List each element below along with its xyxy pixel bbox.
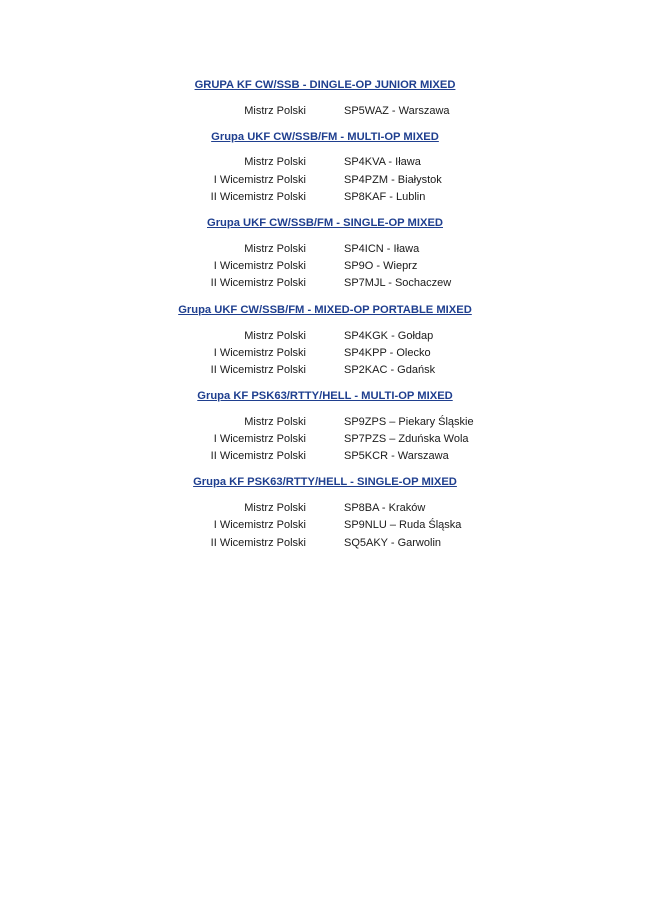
winner-label: SP5KCR - Warszawa: [344, 450, 449, 462]
winner-label: SP4KVA - Iława: [344, 156, 421, 168]
result-row: [0, 433, 650, 449]
winner-label: SP4KGK - Gołdap: [344, 330, 434, 342]
section-title-kf-cw-ssb-junior: GRUPA KF CW/SSB - DINGLE-OP JUNIOR MIXED: [194, 79, 456, 91]
rank-label: II Wicemistrz Polski: [210, 364, 306, 376]
rank-label: Mistrz Polski: [244, 243, 306, 255]
result-row: [0, 347, 650, 363]
rank-label: Mistrz Polski: [244, 330, 306, 342]
result-row: [0, 450, 650, 466]
rank-label: Mistrz Polski: [244, 502, 306, 514]
rank-label: I Wicemistrz Polski: [213, 260, 306, 272]
rank-label: I Wicemistrz Polski: [213, 174, 306, 186]
winner-label: SP4PZM - Białystok: [344, 174, 442, 186]
rank-label: II Wicemistrz Polski: [210, 537, 306, 549]
result-row: [0, 105, 650, 121]
rank-label: Mistrz Polski: [244, 105, 306, 117]
result-row: [0, 277, 650, 293]
rank-label: I Wicemistrz Polski: [213, 347, 306, 359]
rank-label: Mistrz Polski: [244, 156, 306, 168]
rank-label: II Wicemistrz Polski: [210, 277, 306, 289]
winner-label: SQ5AKY - Garwolin: [344, 537, 442, 549]
result-row: [0, 537, 650, 553]
result-row: [0, 156, 650, 172]
result-row: [0, 191, 650, 207]
section-title-kf-digi-single-op: Grupa KF PSK63/RTTY/HELL - SINGLE-OP MIXED: [193, 476, 457, 488]
rank-label: I Wicemistrz Polski: [213, 519, 306, 531]
result-row: [0, 502, 650, 518]
result-row: [0, 416, 650, 432]
rank-label: II Wicemistrz Polski: [210, 450, 306, 462]
result-row: [0, 519, 650, 535]
winner-label: SP8KAF - Lublin: [344, 191, 426, 203]
winner-label: SP4KPP - Olecko: [344, 347, 431, 359]
result-row: [0, 243, 650, 259]
rank-label: Mistrz Polski: [244, 416, 306, 428]
result-row: [0, 174, 650, 190]
rank-label: II Wicemistrz Polski: [210, 191, 306, 203]
winner-label: SP9NLU – Ruda Śląska: [344, 519, 462, 531]
winner-label: SP7PZS – Zduńska Wola: [344, 433, 469, 445]
rank-label: I Wicemistrz Polski: [213, 433, 306, 445]
winner-label: SP5WAZ - Warszawa: [344, 105, 450, 117]
section-title-kf-digi-multi-op: Grupa KF PSK63/RTTY/HELL - MULTI-OP MIXED: [197, 390, 453, 402]
section-title-ukf-multi-op: Grupa UKF CW/SSB/FM - MULTI-OP MIXED: [211, 131, 439, 143]
result-row: [0, 260, 650, 276]
winner-label: SP8BA - Kraków: [344, 502, 426, 514]
result-row: [0, 364, 650, 380]
winner-label: SP7MJL - Sochaczew: [344, 277, 452, 289]
winner-label: SP2KAC - Gdańsk: [344, 364, 436, 376]
winner-label: SP9O - Wieprz: [344, 260, 418, 272]
winner-label: SP9ZPS – Piekary Śląskie: [344, 416, 474, 428]
section-title-ukf-single-op: Grupa UKF CW/SSB/FM - SINGLE-OP MIXED: [207, 217, 443, 229]
section-title-ukf-portable: Grupa UKF CW/SSB/FM - MIXED-OP PORTABLE MIXED: [178, 304, 472, 316]
result-row: [0, 330, 650, 346]
winner-label: SP4ICN - Iława: [344, 243, 420, 255]
